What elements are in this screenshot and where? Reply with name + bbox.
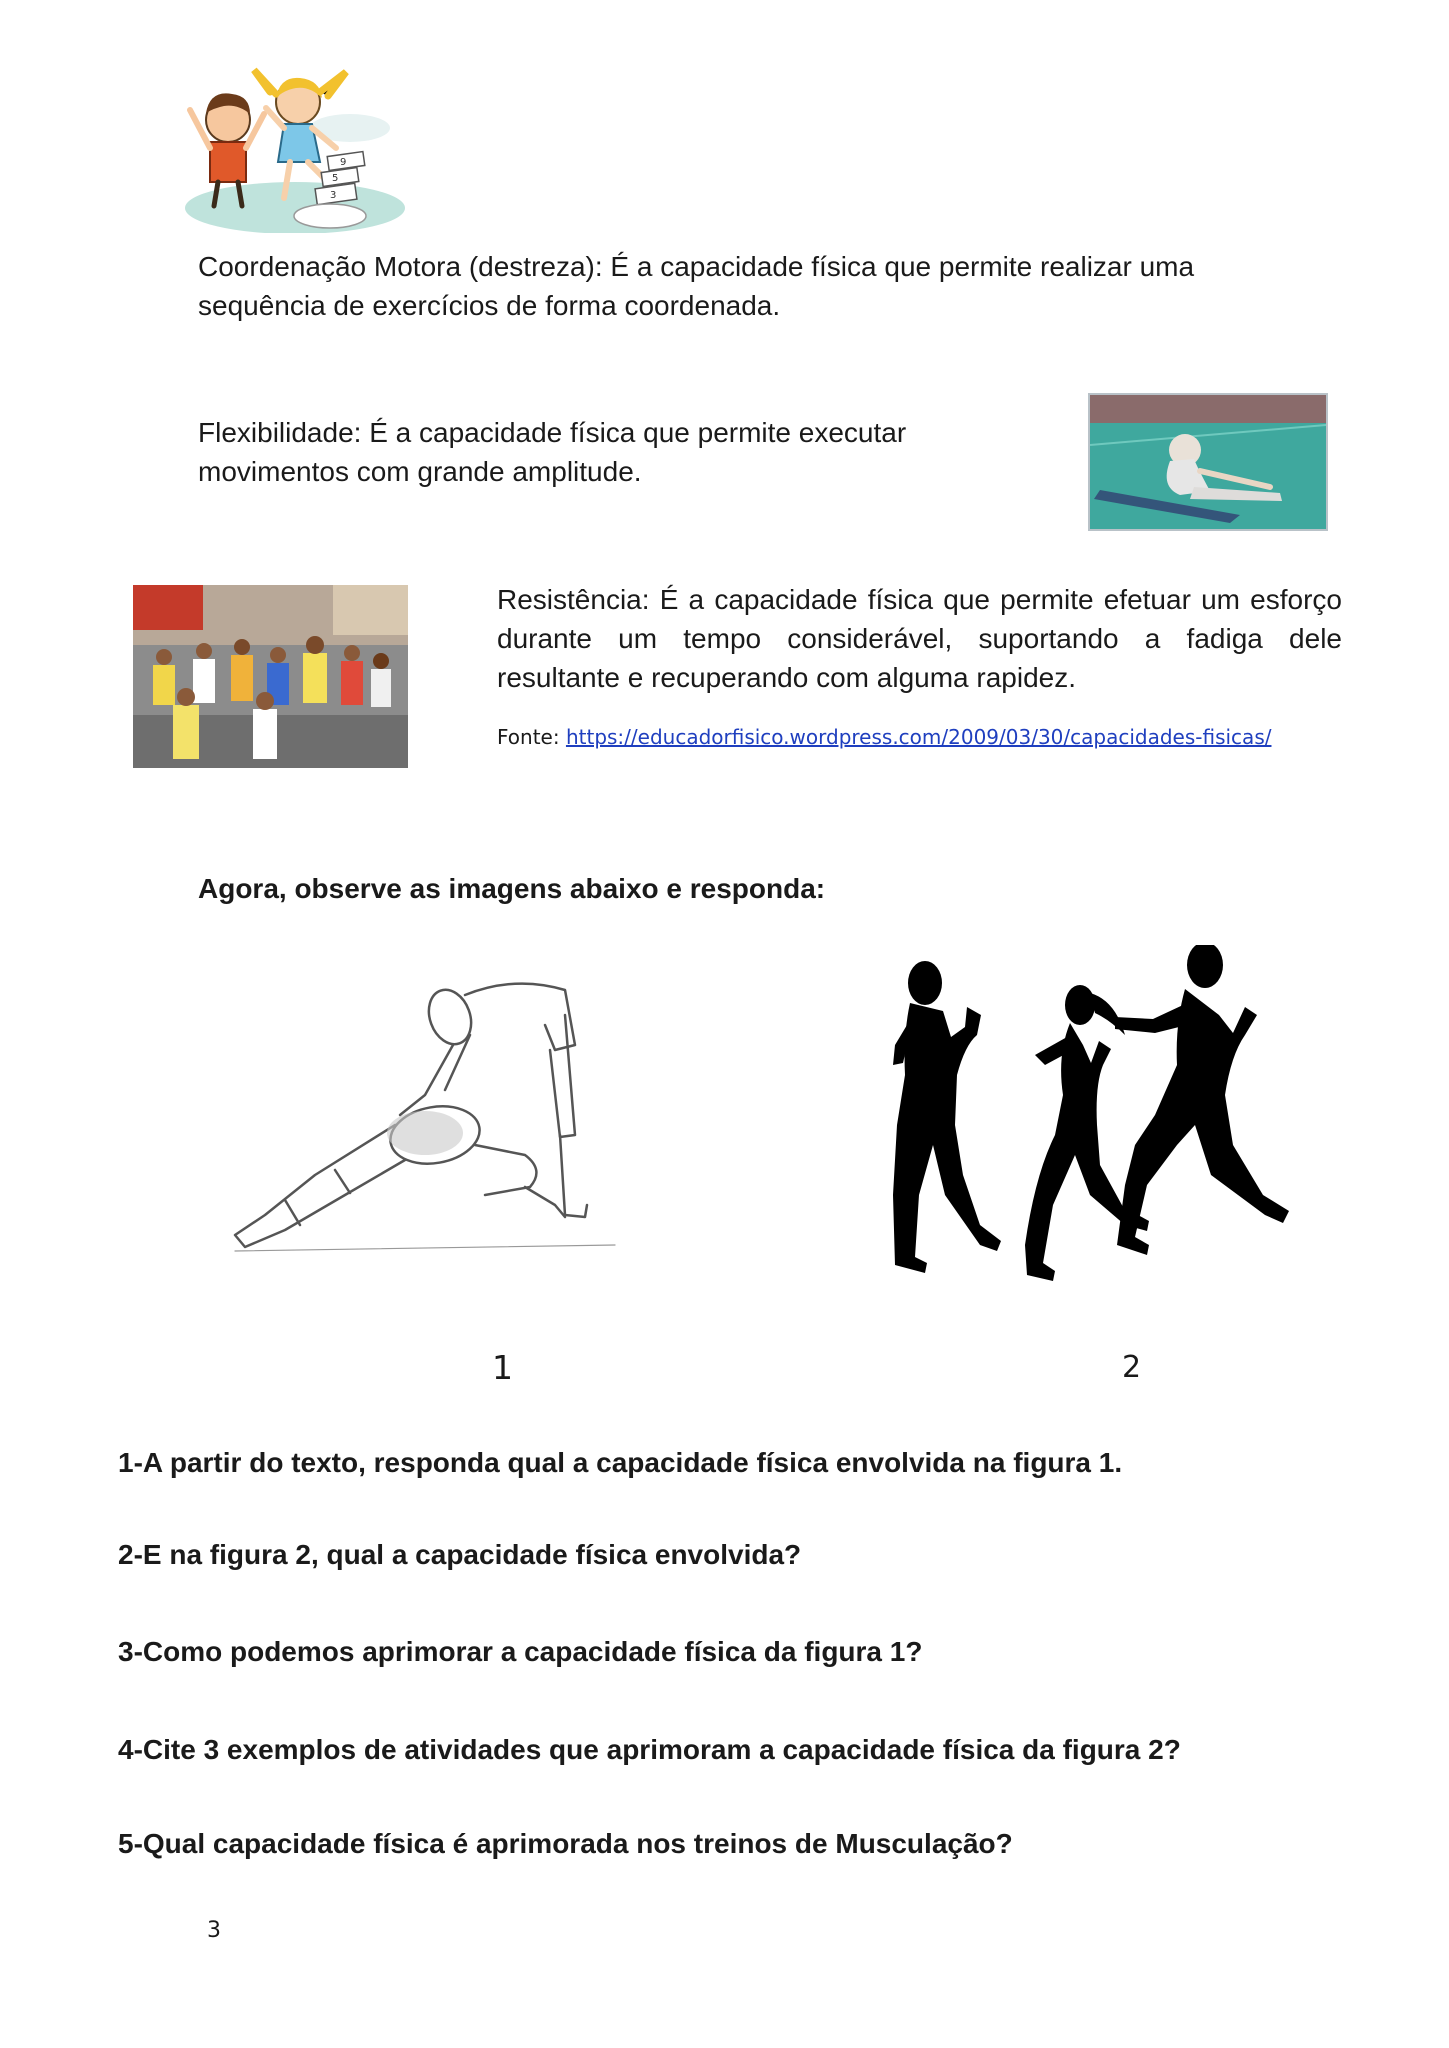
source-line — [497, 725, 1271, 749]
hopscotch-number: 9 — [340, 157, 347, 168]
source-label: Fonte: — [497, 725, 566, 749]
endurance-paragraph: Resistência: É a capacidade física que permite efetuar um esforço durante um tempo considerável, suportando a fadiga dele resultante e recuperando com alguma rapidez. — [497, 584, 1342, 693]
page-number: 3 — [207, 1918, 221, 1943]
stretching-photo — [1088, 393, 1328, 531]
flexibility-paragraph: Flexibilidade: É a capacidade física que permite executar movimentos com grande amplitude. — [198, 417, 907, 487]
figure-2-runners-silhouette — [885, 945, 1325, 1295]
question-1: 1-A partir do texto, responda qual a capacidade física envolvida na figura 1. — [118, 1447, 1123, 1478]
hopscotch-kids-illustration — [180, 58, 410, 233]
marathon-runners-photo — [133, 585, 408, 768]
hopscotch-number: 5 — [332, 173, 339, 184]
coordination-paragraph: Coordenação Motora (destreza): É a capacidade física que permite realizar uma sequência de exercícios de forma coordenada. — [198, 251, 1195, 321]
instruction-heading: Agora, observe as imagens abaixo e responda: — [198, 873, 826, 904]
figure-1-label: 1 — [492, 1348, 513, 1387]
source-link[interactable]: https://educadorfisico.wordpress.com/2009/03/30/capacidades-fisicas/ — [565, 725, 1272, 749]
hopscotch-number: 3 — [330, 190, 337, 201]
question-3: 3-Como podemos aprimorar a capacidade física da figura 1? — [118, 1636, 923, 1667]
figure-2-label: 2 — [1122, 1350, 1142, 1385]
question-4: 4-Cite 3 exemplos de atividades que aprimoram a capacidade física da figura 2? — [118, 1734, 1181, 1765]
question-2: 2-E na figura 2, qual a capacidade física envolvida? — [118, 1539, 802, 1570]
question-5: 5-Qual capacidade física é aprimorada nos treinos de Musculação? — [118, 1828, 1013, 1859]
figure-1-stretching-drawing — [225, 955, 625, 1275]
